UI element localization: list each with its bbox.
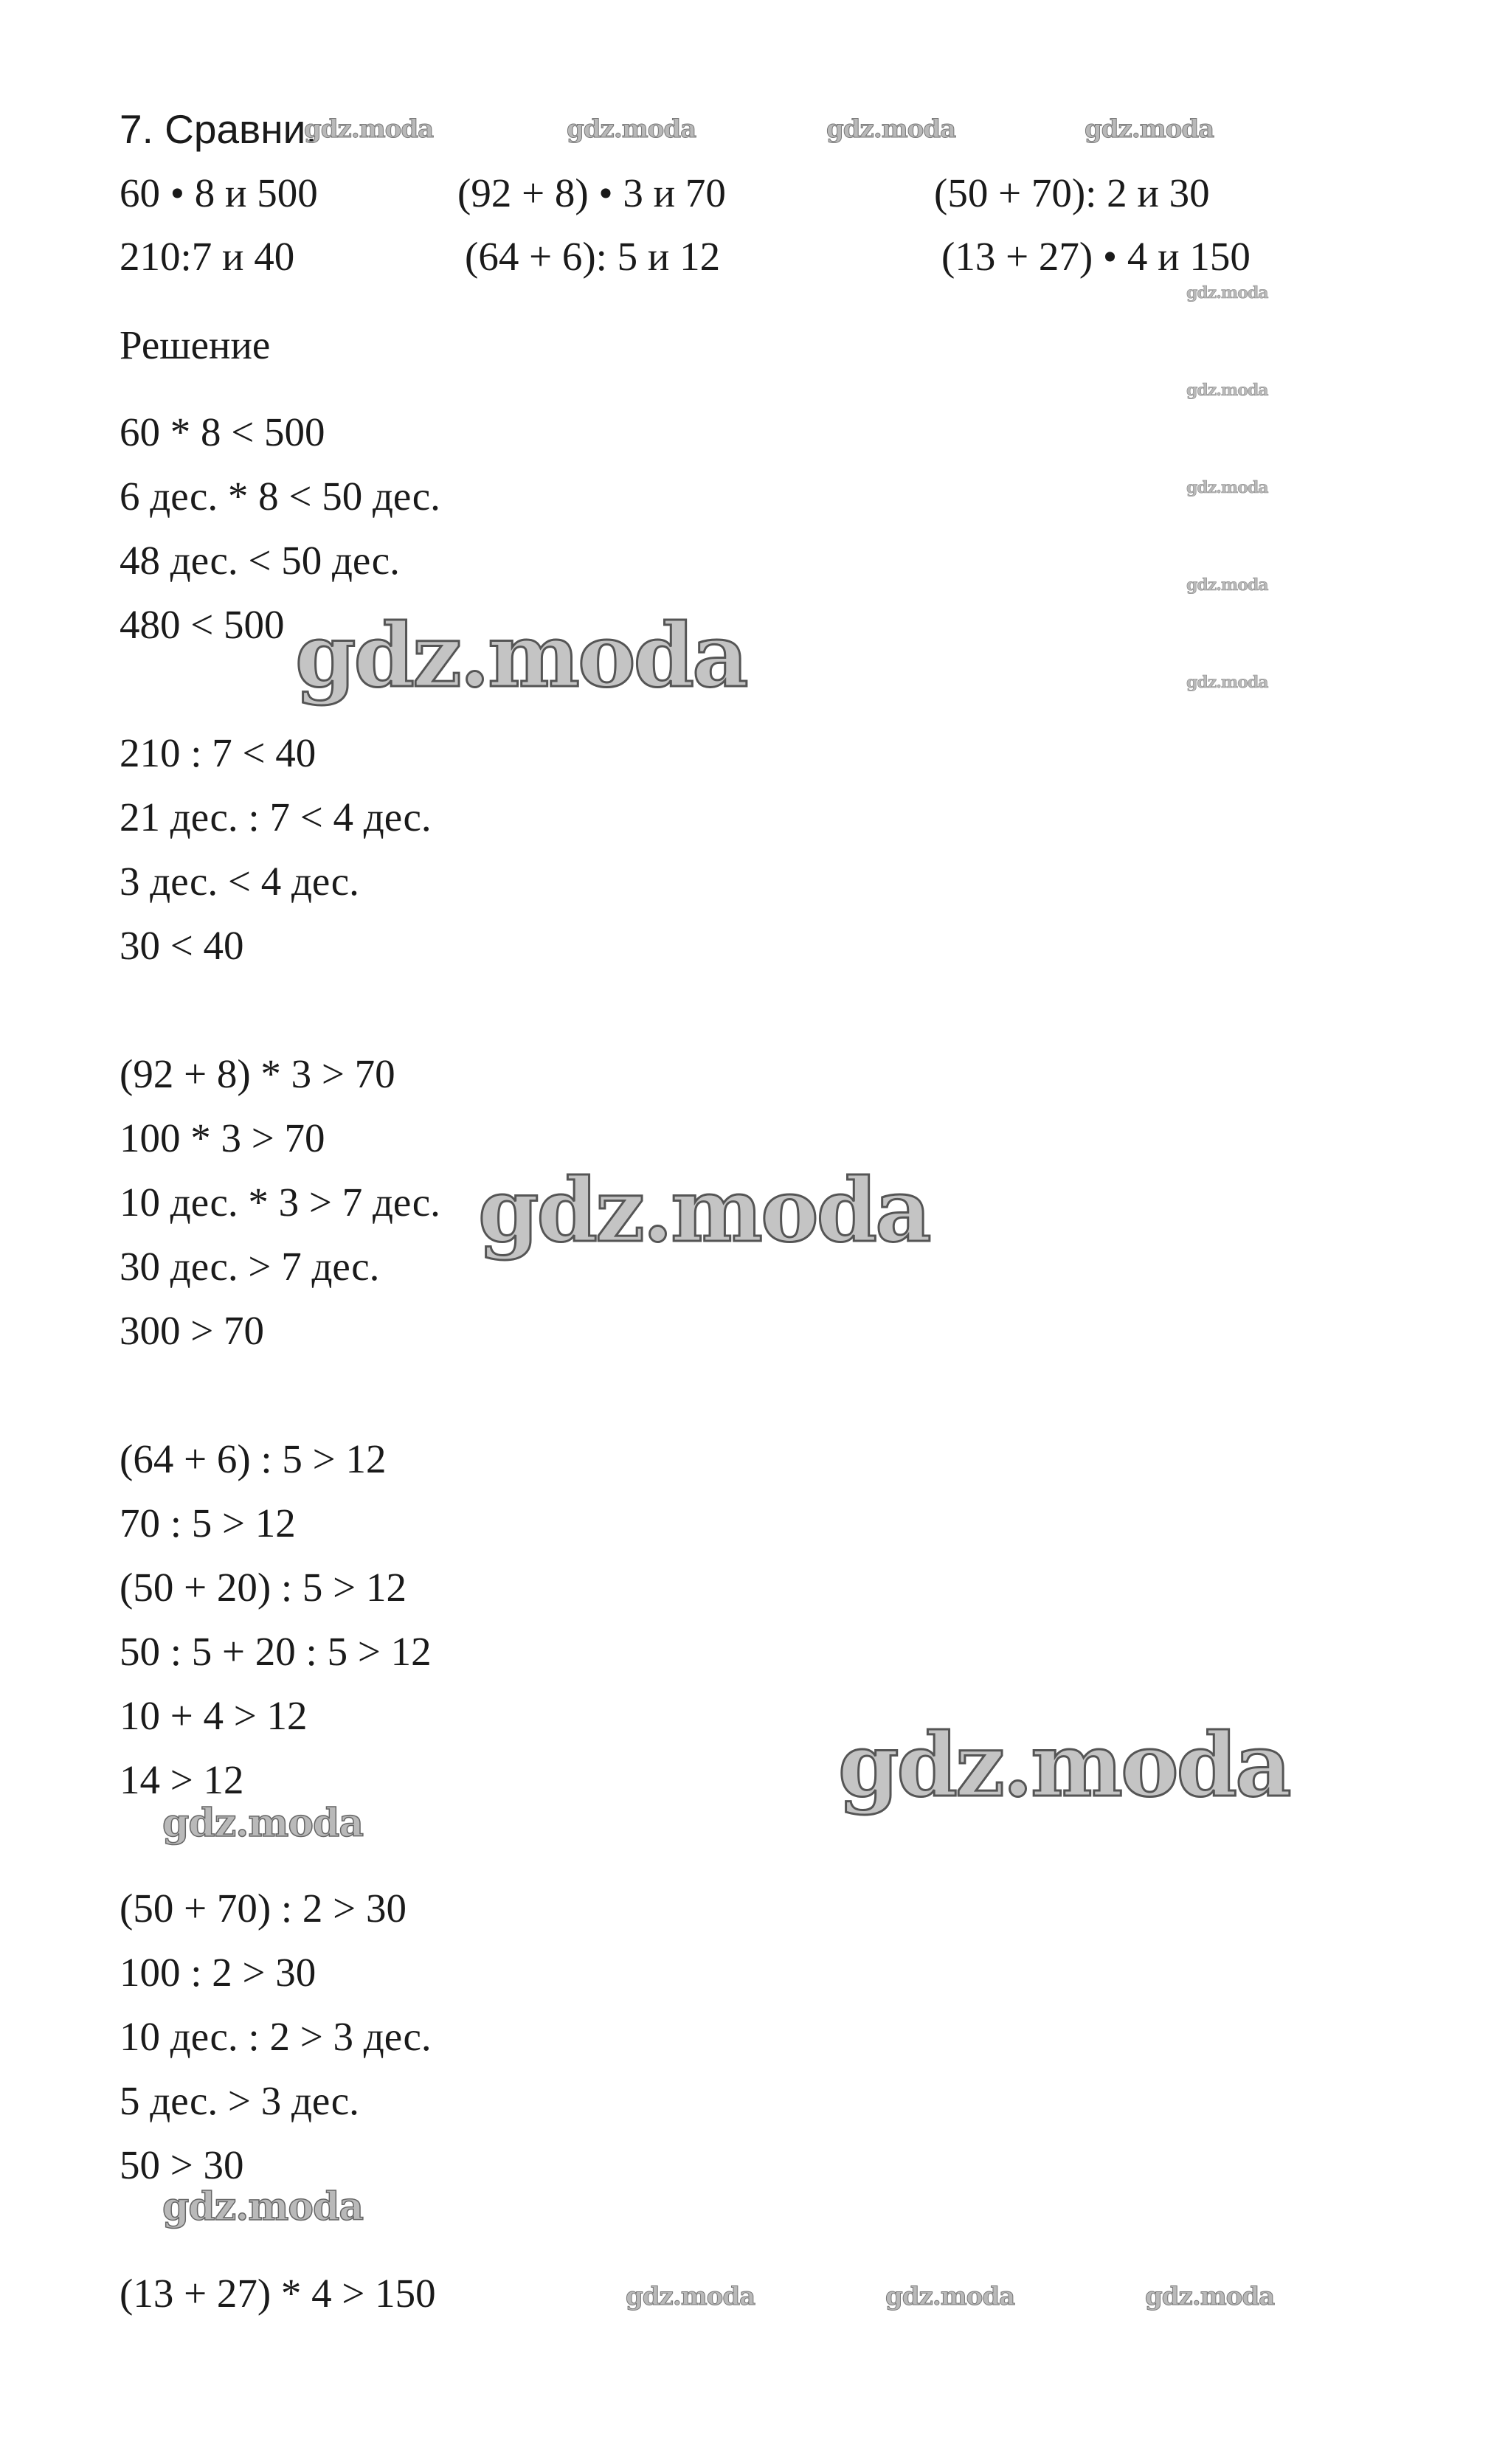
solution-line: 50 > 30 [120, 2142, 244, 2187]
solution-line: 210 : 7 < 40 [120, 730, 317, 775]
solution-line: 3 дес. < 4 дес. [120, 859, 359, 904]
solution-line: 480 < 500 [120, 602, 285, 647]
watermark: gdz.moda [295, 604, 747, 707]
task-item: 210:7 и 40 [120, 234, 295, 279]
solution-line: 10 + 4 > 12 [120, 1693, 308, 1738]
solution-heading: Решение [120, 322, 271, 367]
watermark: gdz.moda [304, 114, 434, 144]
solution-line: 300 > 70 [120, 1308, 265, 1353]
task-item: (50 + 70): 2 и 30 [934, 170, 1210, 215]
watermark: gdz.moda [162, 2184, 364, 2229]
task-item: 60 • 8 и 500 [120, 170, 318, 215]
solution-line: 21 дес. : 7 < 4 дес. [120, 795, 432, 840]
solution-line: 70 : 5 > 12 [120, 1501, 296, 1546]
task-item: (92 + 8) • 3 и 70 [457, 170, 726, 215]
solution-line: 100 : 2 > 30 [120, 1950, 317, 1995]
watermark: gdz.moda [162, 1801, 364, 1846]
solution-line: 14 > 12 [120, 1757, 244, 1802]
solution-line: (92 + 8) * 3 > 70 [120, 1051, 395, 1096]
watermark: gdz.moda [567, 114, 696, 144]
watermark: gdz.moda [1186, 381, 1268, 400]
watermark: gdz.moda [1186, 283, 1268, 302]
task-item: (13 + 27) • 4 и 150 [941, 234, 1251, 279]
solution-line: (64 + 6) : 5 > 12 [120, 1436, 387, 1481]
watermark: gdz.moda [1186, 478, 1268, 497]
solution-line: 100 * 3 > 70 [120, 1115, 325, 1160]
watermark: gdz.moda [1186, 673, 1268, 692]
watermark: gdz.moda [1085, 114, 1214, 144]
solution-line: 60 * 8 < 500 [120, 409, 325, 454]
task-item: (64 + 6): 5 и 12 [465, 234, 721, 279]
solution-line: 10 дес. * 3 > 7 дес. [120, 1180, 440, 1225]
solution-line: 5 дес. > 3 дес. [120, 2078, 359, 2123]
solution-line: (50 + 20) : 5 > 12 [120, 1565, 407, 1610]
watermark: gdz.moda [1186, 575, 1268, 595]
watermark: gdz.moda [478, 1159, 930, 1262]
watermark: gdz.moda [1145, 2282, 1275, 2311]
watermark: gdz.moda [838, 1714, 1290, 1816]
solution-line: 30 дес. > 7 дес. [120, 1244, 380, 1289]
task-title: 7. Сравни. [120, 106, 317, 152]
solution-line: (13 + 27) * 4 > 150 [120, 2271, 436, 2316]
watermark: gdz.moda [626, 2282, 755, 2311]
solution-line: 48 дес. < 50 дес. [120, 538, 400, 583]
watermark: gdz.moda [826, 114, 956, 144]
solution-line: 10 дес. : 2 > 3 дес. [120, 2014, 432, 2059]
solution-line: (50 + 70) : 2 > 30 [120, 1886, 407, 1931]
solution-line: 30 < 40 [120, 923, 244, 968]
solution-line: 6 дес. * 8 < 50 дес. [120, 474, 440, 519]
solution-line: 50 : 5 + 20 : 5 > 12 [120, 1629, 432, 1674]
watermark: gdz.moda [885, 2282, 1015, 2311]
